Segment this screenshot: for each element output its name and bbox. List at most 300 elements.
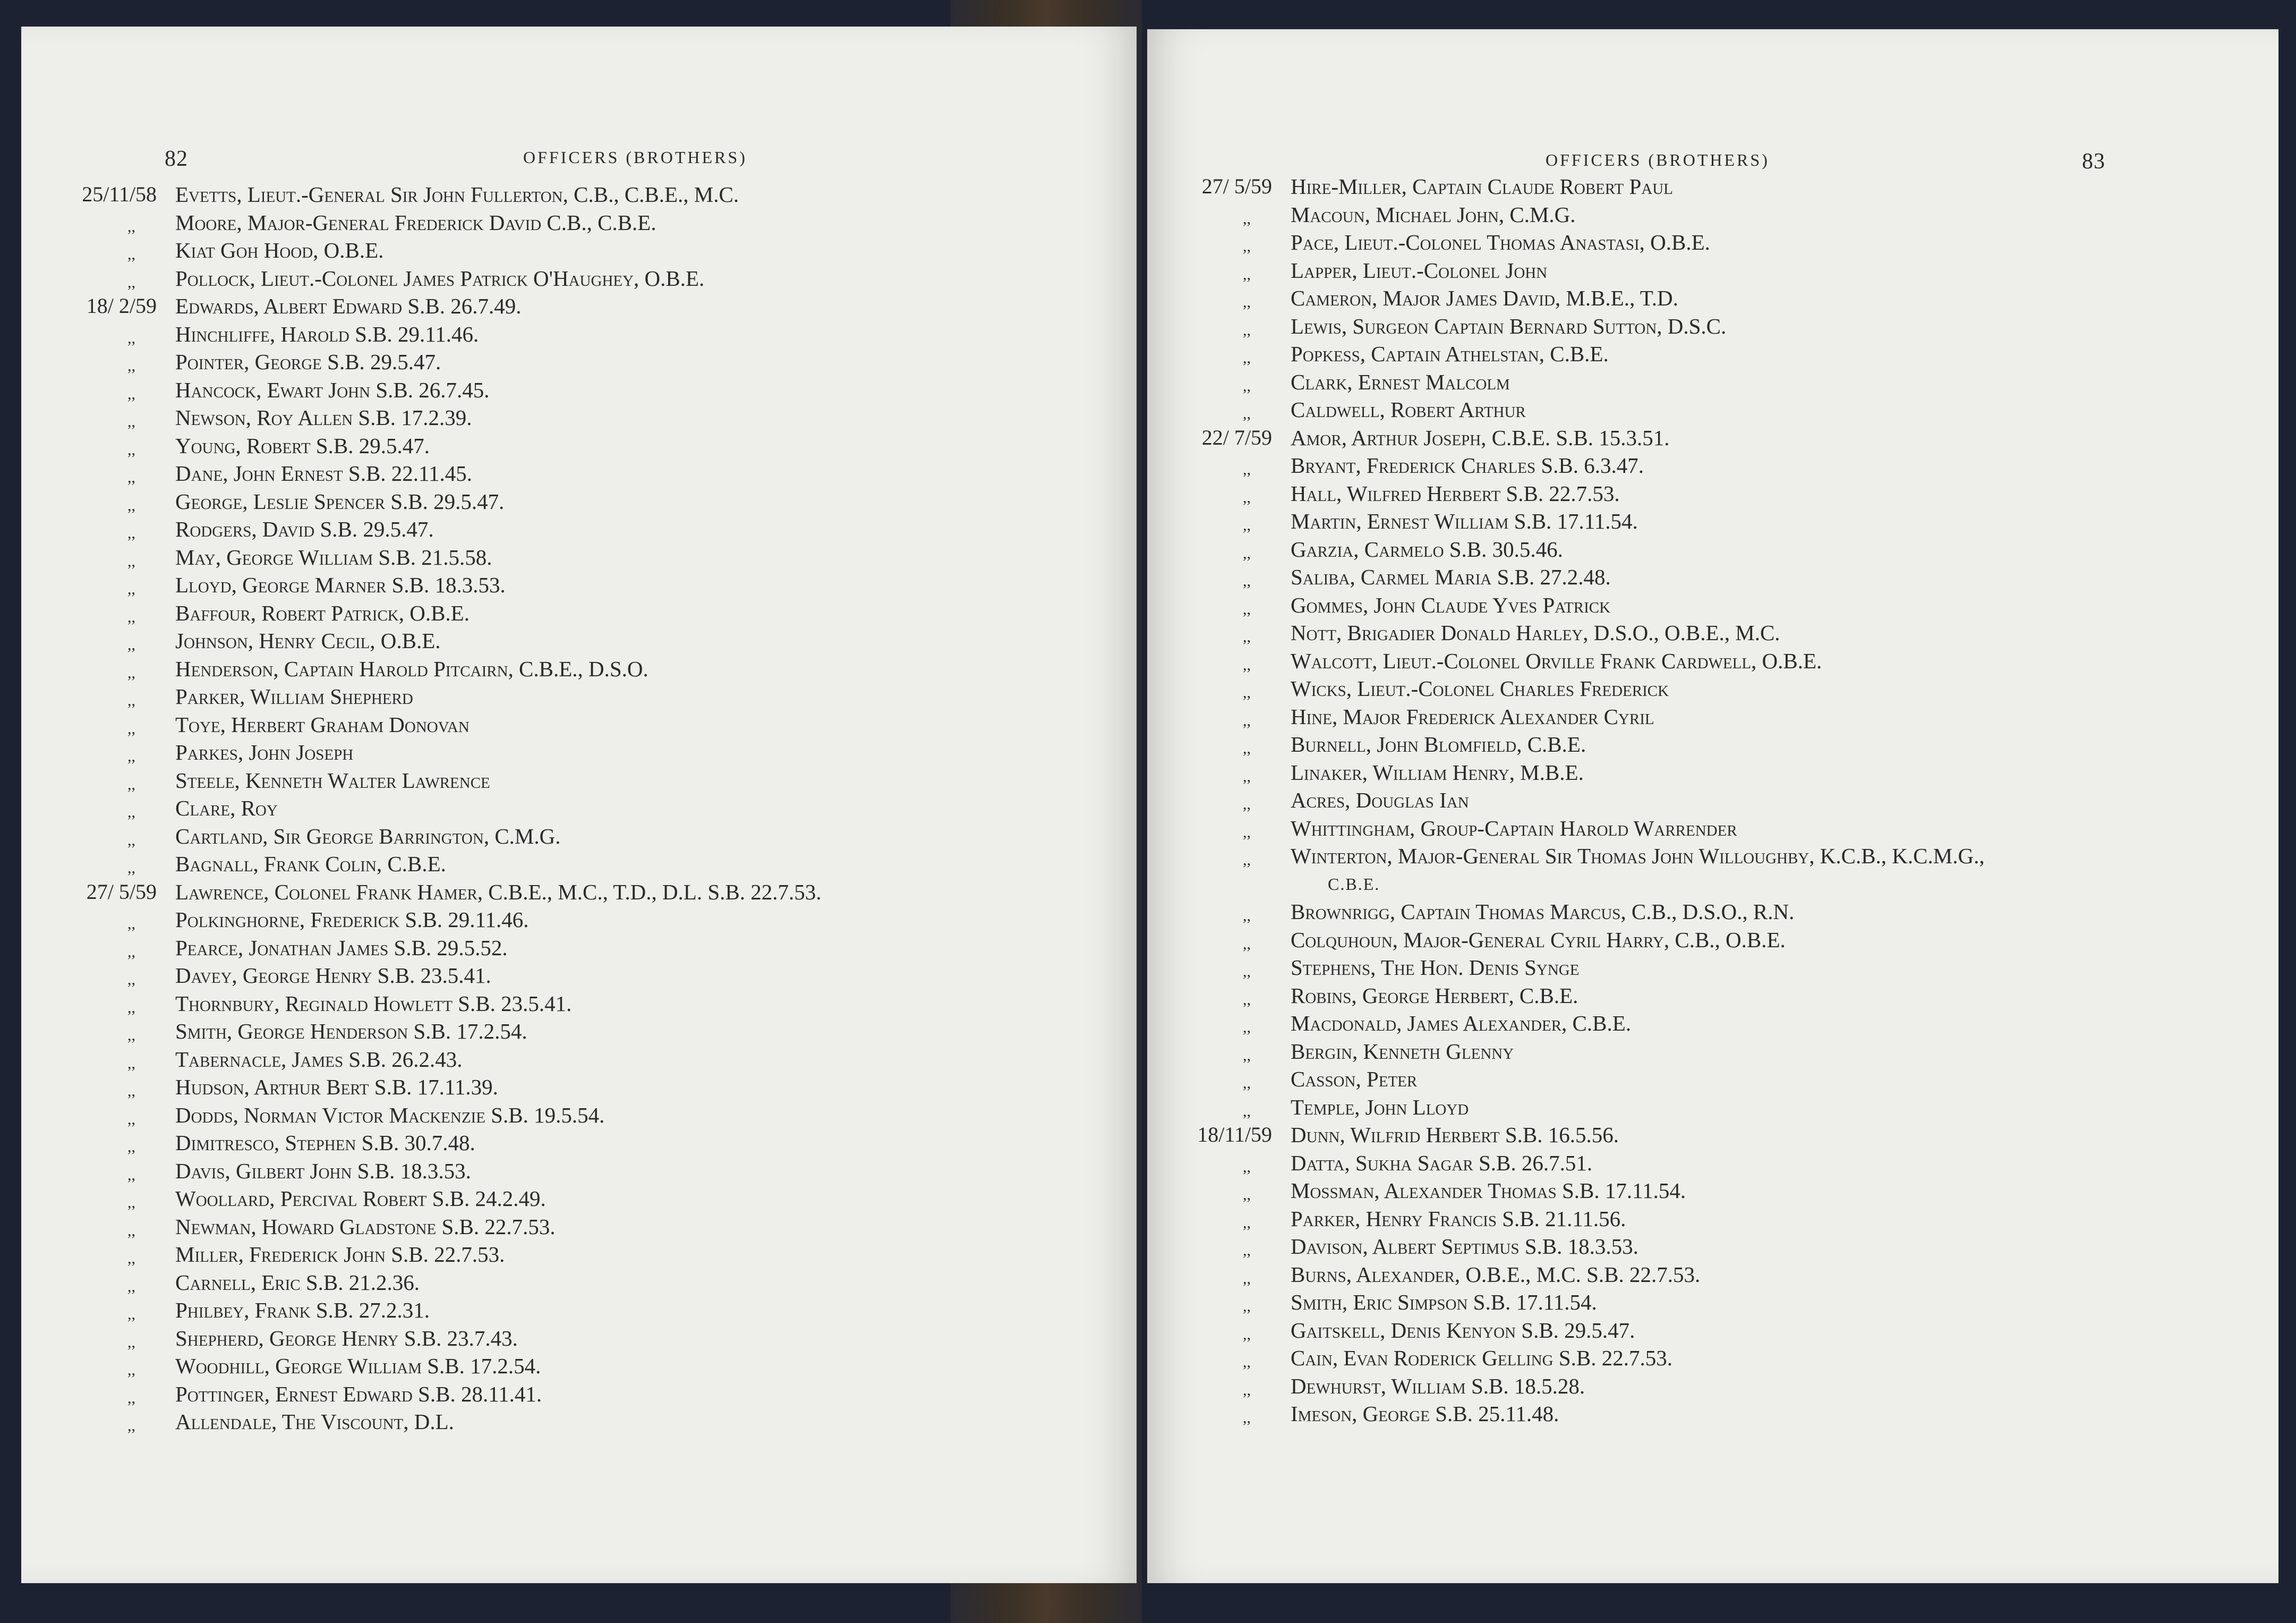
entry-details: , Captain Claude Robert Paul [1401, 174, 1673, 199]
ditto-mark: ,, [127, 1221, 135, 1239]
list-item [1147, 1288, 2268, 1316]
entry-details: , Carmelo S.B. 30.5.46. [1353, 537, 1563, 562]
entry-details: , Frederick John S.B. 22.7.53. [238, 1242, 505, 1267]
entry-details: , Captain Athelstan, C.B.E. [1360, 342, 1609, 366]
entry-details: , O.B.E. [313, 238, 384, 262]
right-page [1147, 29, 2278, 1583]
list-item [21, 181, 1137, 209]
entry-name [175, 1380, 542, 1408]
entry-surname: Datta [1291, 1150, 1345, 1175]
entry-name [175, 1213, 556, 1241]
entry-details: , Kenneth Glenny [1352, 1039, 1514, 1064]
entry-name [1291, 1177, 1686, 1205]
entry-name [175, 1324, 518, 1353]
entry-surname: Pottinger [175, 1381, 264, 1406]
entry-name [1291, 926, 1786, 954]
entry-surname: Baffour [175, 600, 251, 625]
entry-details: , Eric Simpson S.B. 17.11.54. [1342, 1290, 1597, 1314]
list-item [21, 292, 1137, 320]
list-item [1147, 759, 2268, 787]
entry-name [175, 209, 656, 237]
list-item [1147, 1233, 2268, 1261]
ditto-mark: ,, [1243, 405, 1251, 422]
entry-surname: Macoun [1291, 202, 1365, 227]
entry-name [175, 1185, 546, 1213]
entry-name [1291, 424, 1670, 452]
entry-name [175, 599, 470, 627]
entry-name [175, 292, 521, 320]
entry-surname: Davison [1291, 1234, 1363, 1259]
list-item [21, 1213, 1137, 1241]
ditto-mark: ,, [127, 1389, 135, 1407]
entry-details: , Lieut.-Colonel John [1352, 258, 1548, 283]
ditto-mark: ,, [1243, 1018, 1251, 1036]
entry-details: , Howard Gladstone S.B. 22.7.53. [251, 1214, 556, 1239]
ditto-mark: ,, [1243, 293, 1251, 311]
entry-surname: Caldwell [1291, 397, 1380, 422]
page-number: 83 [2082, 149, 2105, 174]
entry-surname: Burnell [1291, 732, 1366, 757]
entry-date: 27/ 5/59 [1201, 174, 1272, 198]
list-item [1147, 257, 2268, 285]
ditto-mark: ,, [127, 692, 135, 709]
entry-details: , Lieut.-Colonel Orville Frank Cardwell, O.B.E. [1372, 648, 1822, 673]
ditto-mark: ,, [1243, 461, 1251, 478]
ditto-mark: ,, [1243, 488, 1251, 506]
entry-surname: Stephens [1291, 955, 1371, 980]
entry-details: , Wilfred Herbert S.B. 22.7.53. [1336, 481, 1620, 506]
entry-details: , Eric S.B. 21.2.36. [250, 1270, 420, 1295]
entry-details: , Surgeon Captain Bernard Sutton, D.S.C. [1341, 313, 1727, 338]
entry-name [1291, 1288, 1597, 1316]
entry-name [175, 1046, 462, 1074]
list-item [1147, 898, 2268, 926]
entry-details: , Gilbert John S.B. 18.3.53. [225, 1158, 471, 1183]
entry-list [1147, 173, 2268, 1428]
running-head: OFFICERS (BROTHERS) [1546, 150, 1770, 169]
entry-list [21, 181, 1137, 1436]
entry-details: , Leslie Spencer S.B. 29.5.47. [242, 489, 505, 514]
list-item [21, 265, 1137, 293]
entry-surname: Johnson [175, 628, 248, 653]
ditto-mark: ,, [1243, 1102, 1251, 1120]
entry-details: , Captain Harold Pitcairn, C.B.E., D.S.O. [273, 656, 648, 681]
list-item [1147, 982, 2268, 1010]
entry-details: , Alexander Thomas S.B. 17.11.54. [1374, 1178, 1686, 1203]
entry-name [175, 990, 571, 1018]
entry-surname: Hire-Miller [1291, 174, 1402, 199]
ditto-mark: ,, [127, 469, 135, 486]
entry-name [1291, 759, 1584, 787]
entry-surname: Thornbury [175, 991, 275, 1016]
entry-name [175, 404, 472, 432]
ditto-mark: ,, [1243, 600, 1251, 618]
entry-details: , James Alexander, C.B.E. [1396, 1011, 1632, 1035]
entry-name [1291, 1038, 1514, 1066]
list-item [1147, 396, 2268, 424]
entry-name [1291, 1344, 1672, 1372]
entry-name [1291, 786, 1469, 814]
entry-name [175, 181, 739, 209]
entry-details: , Colonel Frank Hamer, C.B.E., M.C., T.D., D.L. S.B. 22.7.53. [263, 879, 822, 904]
entry-details: , The Hon. Denis Synge [1370, 955, 1580, 980]
entry-name [1291, 396, 1526, 424]
entry-surname: Wicks [1291, 676, 1346, 701]
entry-name [1291, 954, 1579, 982]
entry-surname: Gaitskell [1291, 1318, 1380, 1342]
entry-surname: Steele [175, 768, 235, 793]
entry-details: , Major James David, M.B.E., T.D. [1372, 286, 1678, 310]
list-item [21, 376, 1137, 404]
list-item [1147, 340, 2268, 368]
list-item [1147, 1316, 2268, 1345]
list-item [21, 460, 1137, 488]
entry-name [175, 627, 441, 655]
entry-name [1291, 647, 1822, 675]
list-item [21, 878, 1137, 906]
ditto-mark: ,, [1243, 628, 1251, 645]
entry-name [175, 348, 441, 376]
ditto-mark: ,, [1243, 767, 1251, 785]
entry-details: , Henry Francis S.B. 21.11.56. [1355, 1206, 1626, 1231]
entry-name [175, 962, 491, 990]
entry-name [1291, 1149, 1592, 1177]
entry-surname: Nott [1291, 621, 1336, 645]
entry-surname: Hinchliffe [175, 321, 270, 346]
list-item [1147, 926, 2268, 954]
entry-details: , William Shepherd [240, 684, 413, 709]
entry-details: , William Henry, M.B.E. [1362, 760, 1584, 785]
entry-surname: Imeson [1291, 1401, 1352, 1426]
list-item [1147, 1261, 2268, 1289]
ditto-mark: ,, [1243, 321, 1251, 339]
entry-details: , William S.B. 18.5.28. [1380, 1373, 1585, 1398]
list-item [21, 934, 1137, 962]
entry-details: , Major Frederick Alexander Cyril [1331, 704, 1654, 729]
ditto-mark: ,, [127, 942, 135, 961]
entry-details: , Herbert Graham Donovan [220, 712, 470, 737]
entry-surname: Gommes [1291, 592, 1363, 617]
entry-details: , James S.B. 26.2.43. [281, 1047, 463, 1072]
entry-name [1291, 619, 1780, 647]
ditto-mark: ,, [127, 1110, 135, 1128]
ditto-mark: ,, [127, 998, 135, 1016]
ditto-mark: ,, [127, 636, 135, 653]
ditto-mark: ,, [127, 245, 135, 263]
entry-surname: Acres [1291, 788, 1345, 812]
list-item [21, 1408, 1137, 1436]
entry-surname: Burns [1291, 1262, 1346, 1287]
entry-surname: Young [175, 433, 236, 458]
entry-surname: Dane [175, 461, 223, 486]
entry-name [175, 934, 508, 962]
entry-name [175, 1240, 505, 1269]
ditto-mark: ,, [127, 1361, 135, 1379]
entry-details: , George S.B. 25.11.48. [1352, 1401, 1559, 1426]
entry-details: , Albert Edward S.B. 26.7.49. [253, 294, 522, 318]
entry-name [175, 488, 504, 516]
entry-details: , Frank Colin, C.B.E. [253, 852, 446, 876]
entry-surname: Woollard [175, 1186, 270, 1211]
entry-name [1291, 563, 1611, 591]
ditto-mark: ,, [1243, 237, 1251, 255]
entry-surname: Pace [1291, 230, 1334, 254]
list-item [21, 990, 1137, 1018]
entry-details: , Lieut.-Colonel Thomas Anastasi, O.B.E. [1333, 230, 1710, 254]
list-item [21, 1240, 1137, 1269]
entry-surname: Lawrence [175, 879, 264, 904]
entry-details: , John Blomfield, C.B.E. [1365, 732, 1586, 757]
entry-surname: Dewhurst [1291, 1373, 1381, 1398]
list-item [1147, 452, 2268, 480]
entry-surname: George [175, 489, 243, 514]
entry-name [175, 1157, 471, 1185]
left-page [21, 27, 1137, 1583]
entry-name [175, 1296, 430, 1324]
running-head: OFFICERS (BROTHERS) [523, 148, 747, 167]
entry-details: , Wilfrid Herbert S.B. 16.5.56. [1339, 1123, 1619, 1147]
ditto-mark: ,, [1243, 1242, 1251, 1259]
entry-surname: Winterton [1291, 844, 1387, 868]
ditto-mark: ,, [127, 1194, 135, 1211]
ditto-mark: ,, [1243, 1381, 1251, 1399]
entry-details: , Major-General Frederick David C.B., C.B.E. [236, 210, 656, 235]
entry-surname: Carnell [175, 1270, 251, 1295]
entry-surname: Edwards [175, 294, 254, 318]
entry-name [175, 376, 489, 404]
entry-surname: Shepherd [175, 1325, 259, 1350]
list-item [1147, 814, 2268, 843]
list-item [1147, 201, 2268, 229]
entry-details: , Norman Victor Mackenzie S.B. 19.5.54. [233, 1102, 605, 1127]
entry-surname: Clare [175, 796, 231, 820]
list-item [21, 1046, 1137, 1074]
entry-surname: Hudson [175, 1075, 244, 1099]
entry-name [1291, 312, 1726, 341]
list-item [1147, 173, 2268, 201]
entry-date: 18/11/59 [1197, 1123, 1272, 1146]
list-item [21, 571, 1137, 599]
entry-surname: Walcott [1291, 648, 1372, 673]
entry-name [1291, 257, 1547, 285]
entry-name [1291, 480, 1620, 508]
ditto-mark: ,, [1243, 823, 1251, 841]
list-item [1147, 619, 2268, 647]
list-item [21, 543, 1137, 572]
entry-name [1291, 368, 1510, 396]
entry-name [175, 460, 472, 488]
list-item [1147, 312, 2268, 341]
list-item [21, 683, 1137, 711]
list-item [1147, 675, 2268, 703]
entry-surname: Brownrigg [1291, 899, 1390, 924]
entry-surname: Bagnall [175, 852, 253, 876]
entry-surname: Temple [1291, 1094, 1355, 1119]
ditto-mark: ,, [127, 1277, 135, 1295]
list-item [21, 599, 1137, 627]
entry-surname: Bergin [1291, 1039, 1352, 1064]
entry-name [175, 850, 446, 878]
ditto-mark: ,, [1243, 1046, 1251, 1064]
ditto-mark: ,, [1243, 377, 1251, 395]
list-item [1147, 228, 2268, 257]
list-item [21, 488, 1137, 516]
ditto-mark: ,, [127, 608, 135, 626]
entry-surname: Saliba [1291, 565, 1350, 589]
ditto-mark: ,, [127, 440, 135, 458]
ditto-mark: ,, [127, 385, 135, 403]
page-number: 82 [165, 147, 188, 171]
ditto-mark: ,, [127, 217, 135, 235]
entry-name [1291, 1009, 1631, 1038]
entry-details: , Roy [230, 796, 278, 820]
list-item [1147, 1344, 2268, 1372]
list-item [21, 1185, 1137, 1213]
entry-details: , Sukha Sagar S.B. 26.7.51. [1344, 1150, 1593, 1175]
ditto-mark: ,, [127, 1054, 135, 1072]
entry-details: , Arthur Bert S.B. 17.11.39. [244, 1075, 498, 1099]
entry-name [175, 1408, 454, 1436]
entry-details: , Percival Robert S.B. 24.2.49. [269, 1186, 546, 1211]
entry-name [1291, 1316, 1635, 1345]
entry-name [175, 738, 353, 767]
entry-surname: Woodhill [175, 1354, 264, 1378]
entry-details: , Frank S.B. 27.2.31. [244, 1298, 430, 1322]
entry-surname: Philbey [175, 1298, 244, 1322]
entry-details: , Captain Thomas Marcus, C.B., D.S.O., R.N. [1389, 899, 1795, 924]
entry-name [175, 683, 413, 711]
entry-name [1291, 1093, 1469, 1121]
list-item [1147, 1065, 2268, 1093]
entry-details: , Ernest Edward S.B. 28.11.41. [264, 1381, 542, 1406]
ditto-mark: ,, [1243, 1297, 1251, 1315]
list-item [1147, 480, 2268, 508]
list-item [21, 822, 1137, 851]
entry-name [1291, 703, 1654, 731]
ditto-mark: ,, [127, 413, 135, 430]
entry-name [175, 1073, 498, 1101]
ditto-mark: ,, [1243, 1325, 1251, 1343]
entry-surname: Hall [1291, 481, 1336, 506]
entry-details: , Frederick Charles S.B. 6.3.47. [1355, 453, 1644, 478]
entry-name [1291, 814, 1737, 843]
entry-name [1291, 284, 1678, 312]
list-item [21, 404, 1137, 432]
ditto-mark: ,, [1243, 1409, 1251, 1426]
entry-details: , Arthur Joseph, C.B.E. S.B. 15.3.51. [1341, 425, 1670, 450]
list-item [21, 1296, 1137, 1324]
entry-details: , Lieut.-Colonel Charles Frederick [1346, 676, 1669, 701]
list-item [21, 1157, 1137, 1185]
entry-surname: Casson [1291, 1067, 1356, 1091]
entry-details: , George William S.B. 17.2.54. [264, 1354, 541, 1378]
list-item [1147, 507, 2268, 536]
entry-surname: Miller [175, 1242, 238, 1267]
list-item [1147, 1205, 2268, 1233]
entry-name [1291, 201, 1576, 229]
entry-details: , Douglas Ian [1345, 788, 1469, 812]
list-item [1147, 1093, 2268, 1121]
entry-details: , Harold S.B. 29.11.46. [269, 321, 479, 346]
entry-name [1291, 452, 1644, 480]
entry-name [1291, 340, 1609, 368]
ditto-mark: ,, [1243, 851, 1251, 869]
list-item [21, 320, 1137, 349]
entry-details: , Roy Allen S.B. 17.2.39. [245, 405, 472, 430]
entry-name [175, 1129, 475, 1157]
entry-details: , Ewart John S.B. 26.7.45. [256, 377, 490, 402]
list-item [21, 906, 1137, 934]
list-item [1147, 284, 2268, 312]
entry-surname: Polkinghorne [175, 907, 300, 932]
entry-surname: Cameron [1291, 286, 1372, 310]
entry-name [175, 515, 434, 543]
ditto-mark: ,, [127, 524, 135, 542]
entry-date: 27/ 5/59 [86, 879, 157, 904]
list-item [21, 1017, 1137, 1046]
entry-name [1291, 507, 1638, 536]
ditto-mark: ,, [127, 1417, 135, 1434]
entry-name [175, 1352, 541, 1380]
list-item [1147, 1400, 2268, 1428]
entry-name [1291, 982, 1578, 1010]
entry-details: , Frederick S.B. 29.11.46. [299, 907, 529, 932]
entry-details: , The Viscount, D.L. [271, 1409, 454, 1434]
entry-name [1291, 1372, 1585, 1400]
list-item [21, 1352, 1137, 1380]
entry-details: , George Marner S.B. 18.3.53. [231, 573, 506, 597]
entry-name [1291, 1065, 1417, 1093]
ditto-mark: ,, [1243, 1074, 1251, 1092]
list-item [21, 794, 1137, 822]
entry-surname: Hancock [175, 377, 257, 402]
ditto-mark: ,, [127, 1026, 135, 1044]
ditto-mark: ,, [127, 1333, 135, 1351]
entry-surname: Allendale [175, 1409, 272, 1434]
ditto-mark: ,, [127, 329, 135, 347]
ditto-mark: ,, [1243, 740, 1251, 757]
entry-details: , Kenneth Walter Lawrence [234, 768, 490, 793]
entry-name [175, 878, 822, 906]
entry-surname: Hine [1291, 704, 1332, 729]
list-item [1147, 368, 2268, 396]
list-item [21, 711, 1137, 739]
entry-name [175, 571, 506, 599]
list-item [21, 655, 1137, 683]
entry-continuation: C.B.E. [1328, 874, 1380, 894]
entry-surname: Smith [1291, 1290, 1342, 1314]
ditto-mark: ,, [127, 1138, 135, 1155]
ditto-mark: ,, [1243, 934, 1251, 953]
list-item [21, 236, 1137, 265]
entry-name [175, 822, 560, 851]
entry-surname: Pollock [175, 266, 250, 291]
entry-details: , Henry Cecil, O.B.E. [247, 628, 441, 653]
entry-surname: Linaker [1291, 760, 1362, 785]
list-item [1147, 870, 2268, 898]
list-item [1147, 647, 2268, 675]
list-item [1147, 954, 2268, 982]
entry-name [1291, 1205, 1626, 1233]
entry-surname: Colquhoun [1291, 927, 1393, 952]
ditto-mark: ,, [1243, 963, 1251, 980]
entry-surname: Cartland [175, 823, 263, 848]
entry-details: , Major-General Sir Thomas John Willoughby, K.C.B., K.C.M.G., [1387, 844, 1985, 868]
entry-surname: Lewis [1291, 313, 1342, 338]
ditto-mark: ,, [127, 1250, 135, 1267]
entry-surname: Cain [1291, 1346, 1333, 1370]
entry-surname: Pearce [175, 935, 238, 960]
